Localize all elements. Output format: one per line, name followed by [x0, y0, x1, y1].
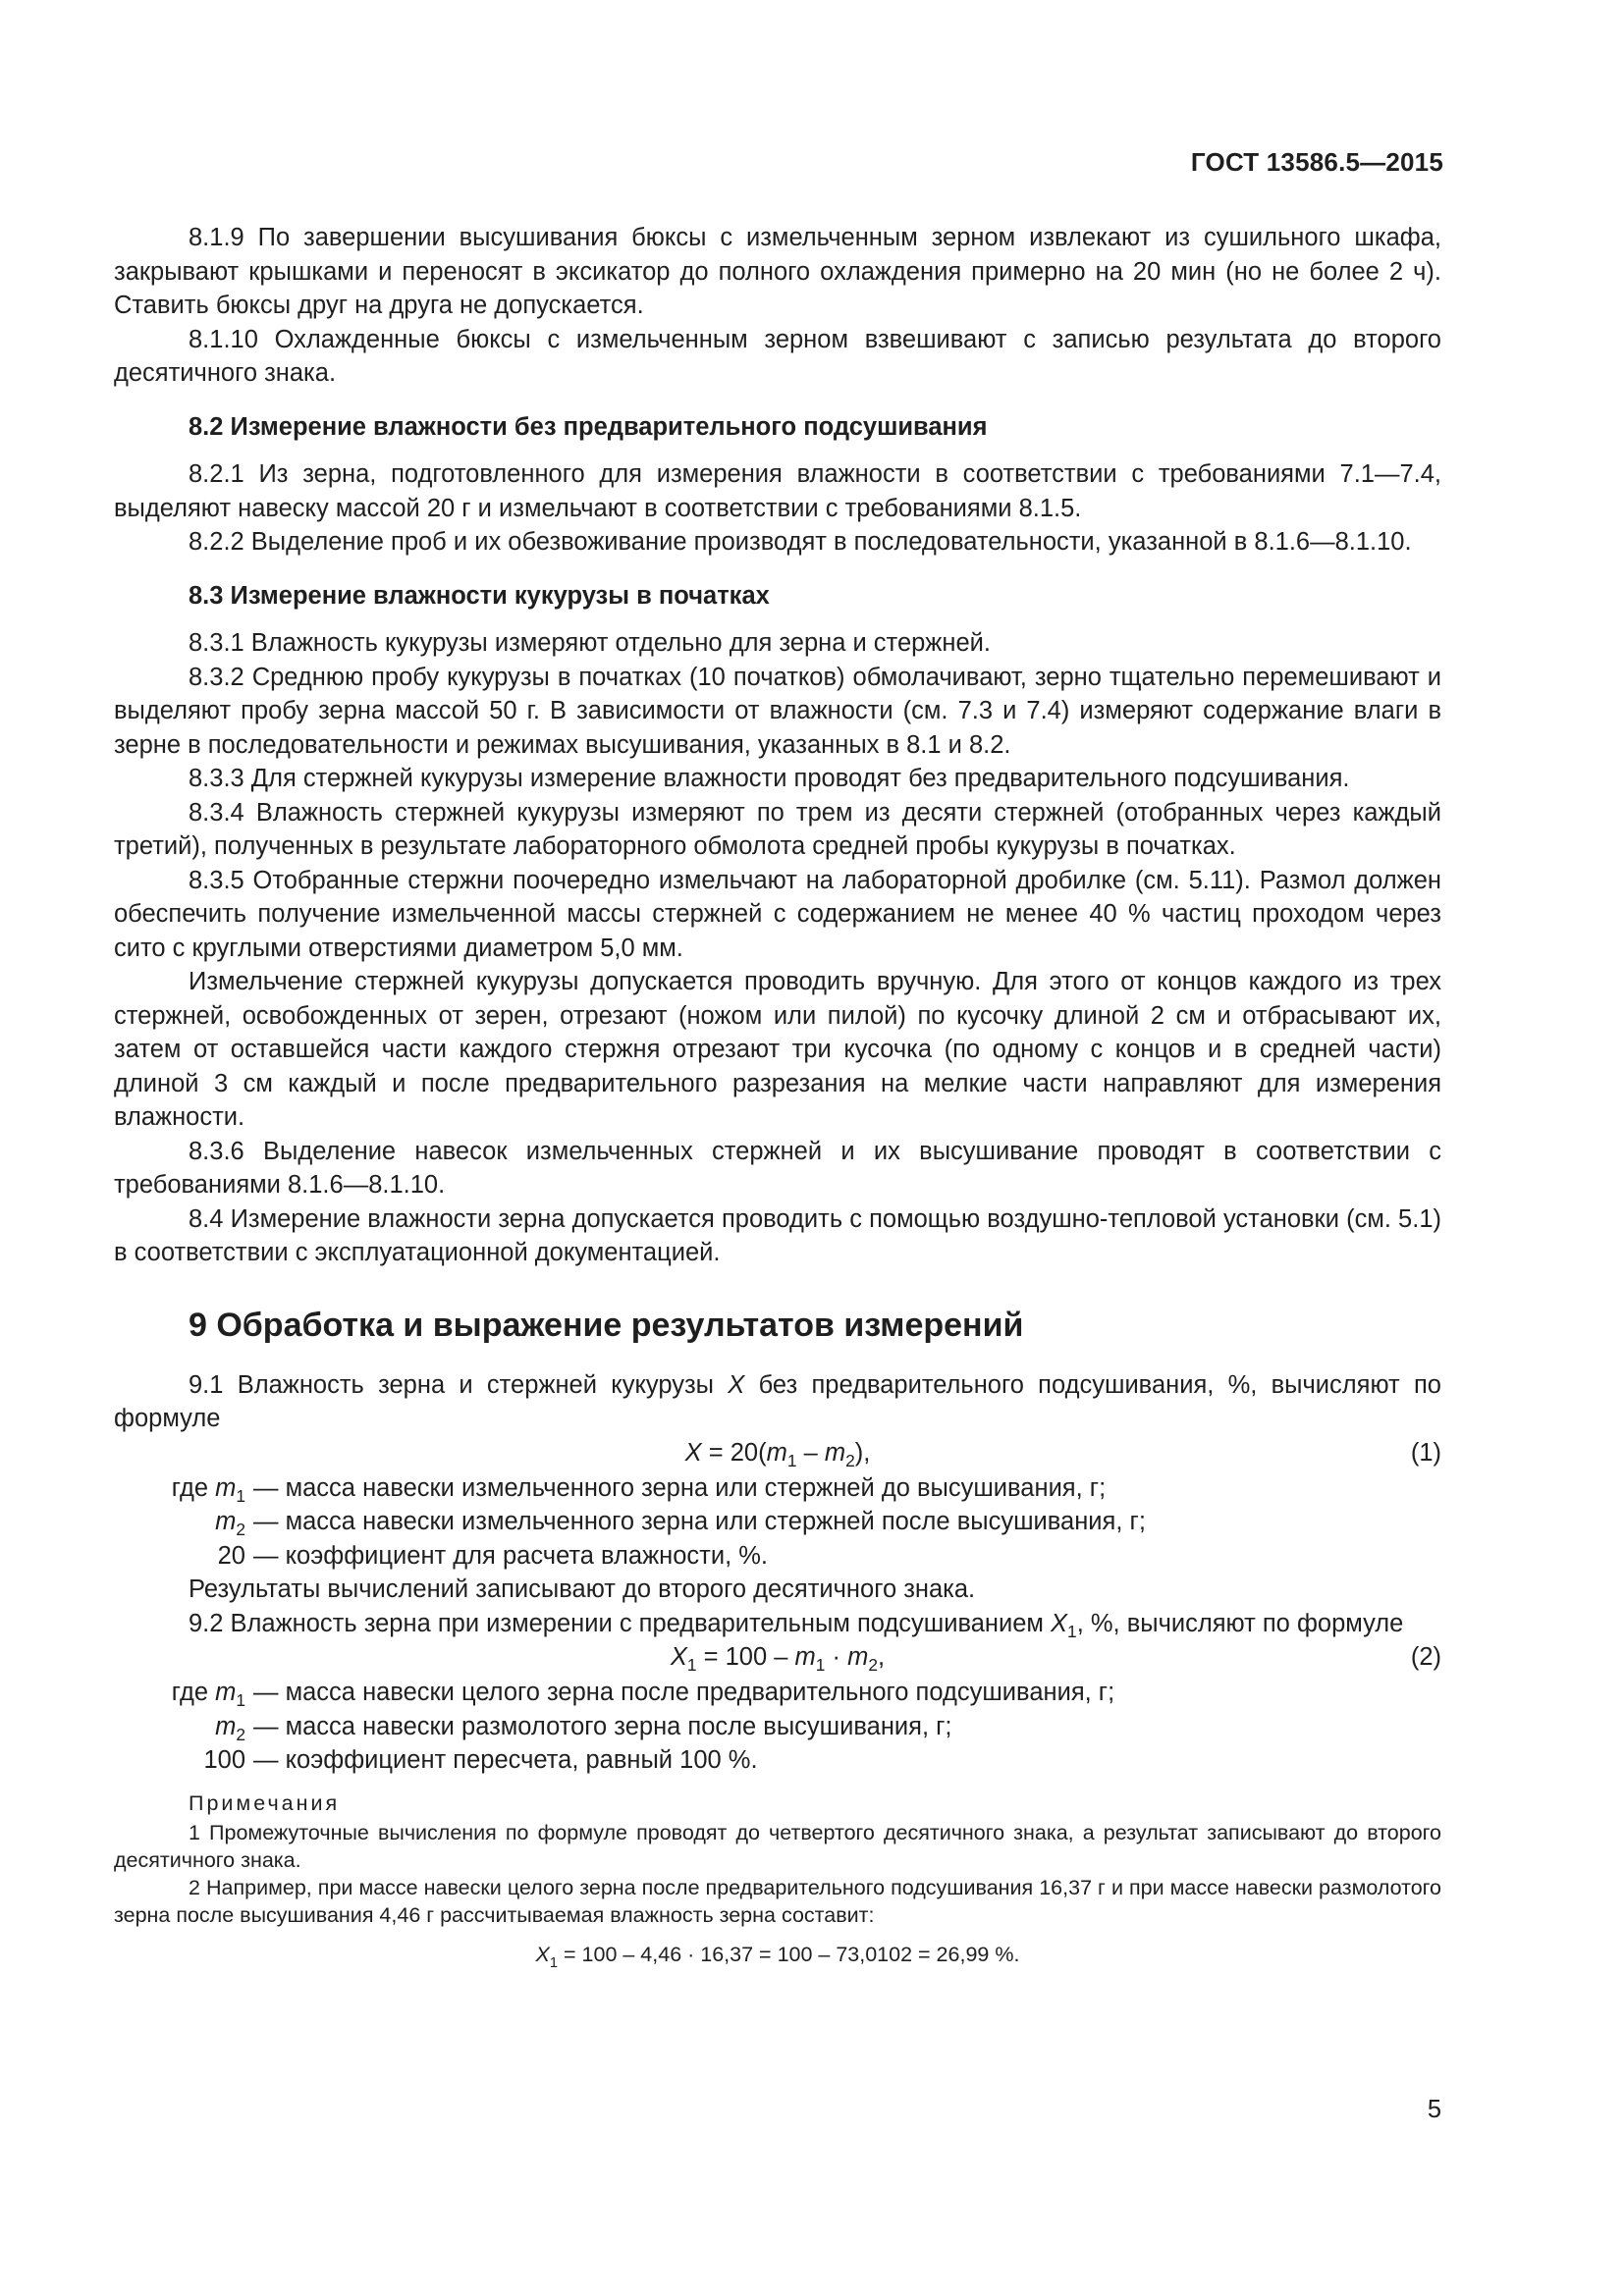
- formula-1-number: (1): [1410, 1438, 1441, 1467]
- paragraph-8-2-1: 8.2.1 Из зерна, подготовленного для измерения влажности в соответствии с требованиями 7.1—7.4, выделяют навеску массой 20 г и измельчают в соответствии с требованиями 8.1.5.: [114, 460, 1441, 522]
- formula-1-legend: [114, 1471, 1441, 1574]
- legend-row: 20 — коэффициент для расчета влажности, %.: [217, 1541, 769, 1570]
- page-number: 5: [1427, 2096, 1441, 2123]
- paragraph-8-3-1: 8.3.1 Влажность кукурузы измеряют отдельно для зерна и стержней.: [189, 629, 991, 657]
- formula-2: [114, 1640, 1441, 1676]
- legend-row: где $m_1$ — масса навески целого зерна после предварительного подсушивания, г;: [171, 1679, 1115, 1710]
- formula-2-legend: [114, 1676, 1441, 1778]
- note-1: 1 Промежуточные вычисления по формуле проводят до четвертого десятичного знака, а результат записывают до второго десятичного знака.: [114, 1820, 1441, 1872]
- paragraph-8-1-10: 8.1.10 Охлажденные бюксы с измельченным зерном взвешивают с записью результата до второго десятичного знака.: [114, 325, 1441, 387]
- paragraph-8-3-4: 8.3.4 Влажность стержней кукурузы измеряют по трем из десяти стержней (отобранных через каждый третий), полученных в результате лабораторного обмолота средней пробы кукурузы в початках.: [114, 798, 1441, 860]
- legend-row: 100 — коэффициент пересчета, равный 100 %.: [203, 1746, 758, 1774]
- paragraph-9-1-result: Результаты вычислений записывают до второго десятичного знака.: [189, 1575, 976, 1603]
- notes-title: Примечания: [189, 1790, 341, 1815]
- paragraph-8-3-2: 8.3.2 Среднюю пробу кукурузы в початках (10 початков) обмолачивают, зерно тщательно перемешивают и выделяют пробу зерна массой 50 г. В зависимости от влажности (см. 7.3 и 7.4) измеряют содержание влаги в зерне в последовательности и режимах высушивания, указанных в 8.1 и 8.2.: [114, 663, 1441, 759]
- document-id-header: ГОСТ 13586.5—2015: [1190, 147, 1443, 177]
- paragraph-8-2-2: 8.2.2 Выделение проб и их обезвоживание производят в последовательности, указанной в 8.1.6—8.1.10.: [189, 528, 1412, 556]
- legend-row: $m_2$ — масса навески размолотого зерна после высушивания, г;: [215, 1712, 952, 1744]
- paragraph-8-3-5-manual: Измельчение стержней кукурузы допускается проводить вручную. Для этого от концов каждого из трех стержней, освобожденных от зерен, отрезают (ножом или пилой) по кусочку длиной 2 см и отбрасывают их, затем от оставшейся части каждого стержня отрезают три кусочка (по одному с концов и в средней части) длиной 3 см каждый и после предварительного разрезания на мелкие части направляют для измерения влажности.: [114, 968, 1441, 1131]
- paragraph-8-4: 8.4 Измерение влажности зерна допускается проводить с помощью воздушно-тепловой установки (см. 5.1) в соответствии с эксплуатационной документацией.: [114, 1204, 1441, 1266]
- legend-row: где $m_1$ — масса навески измельченного зерна или стержней до высушивания, г;: [171, 1473, 1107, 1506]
- paragraph-9-2: 9.2 Влажность зерна при измерении с предварительным подсушиванием $X_1$, %, вычисляют по формуле: [189, 1609, 1404, 1641]
- legend-row: $m_2$ — масса навески измельченного зерна или стержней после высушивания, г;: [215, 1508, 1146, 1539]
- paragraph-8-3-5: 8.3.5 Отобранные стержни поочередно измельчают на лабораторной дробилке (см. 5.11). Размол должен обеспечить получение измельченной массы стержней с содержанием не менее 40 % частиц проходом через сито с круглыми отверстиями диаметром 5,0 мм.: [114, 866, 1441, 962]
- note-2: 2 Например, при массе навески целого зерна после предварительного подсушивания 16,37 г и при массе навески размолотого зерна после высушивания 4,46 г рассчитываемая влажность зерна составит:: [114, 1875, 1441, 1927]
- note-example-formula: $X_1 = 100 - 4,46 \cdot 16,37 = 100 - 73,0102 = 26,99$ %.: [535, 1942, 1020, 1971]
- paragraph-8-1-9: 8.1.9 По завершении высушивания бюксы с измельченным зерном извлекают из сушильного шкафа, закрывают крышками и переносят в эксикатор до полного охлаждения примерно на 20 мин (но не более 2 ч). Ставить бюксы друг на друга не допускается.: [114, 224, 1441, 319]
- heading-8-2: 8.2 Измерение влажности без предварительного подсушивания: [189, 412, 988, 441]
- heading-8-3: 8.3 Измерение влажности кукурузы в початках: [189, 581, 770, 610]
- page-content: [114, 221, 1441, 1971]
- paragraph-9-1: 9.1 Влажность зерна и стержней кукурузы X без предварительного подсушивания, %, вычисляют по формуле: [114, 1370, 1441, 1432]
- formula-1: [114, 1436, 1441, 1471]
- formula-1-expression: $X = 20(m_1 - m_2)$,: [684, 1438, 871, 1470]
- heading-section-9: 9 Обработка и выражение результатов измерений: [189, 1306, 1024, 1344]
- paragraph-8-3-3: 8.3.3 Для стержней кукурузы измерение влажности проводят без предварительного подсушивания.: [189, 765, 1350, 792]
- paragraph-8-3-6: 8.3.6 Выделение навесок измельченных стержней и их высушивание проводят в соответствии с требованиями 8.1.6—8.1.10.: [114, 1137, 1441, 1199]
- formula-2-expression: $X_1 = 100 - m_1 \cdot m_2$,: [670, 1643, 886, 1675]
- formula-2-number: (2): [1410, 1643, 1441, 1671]
